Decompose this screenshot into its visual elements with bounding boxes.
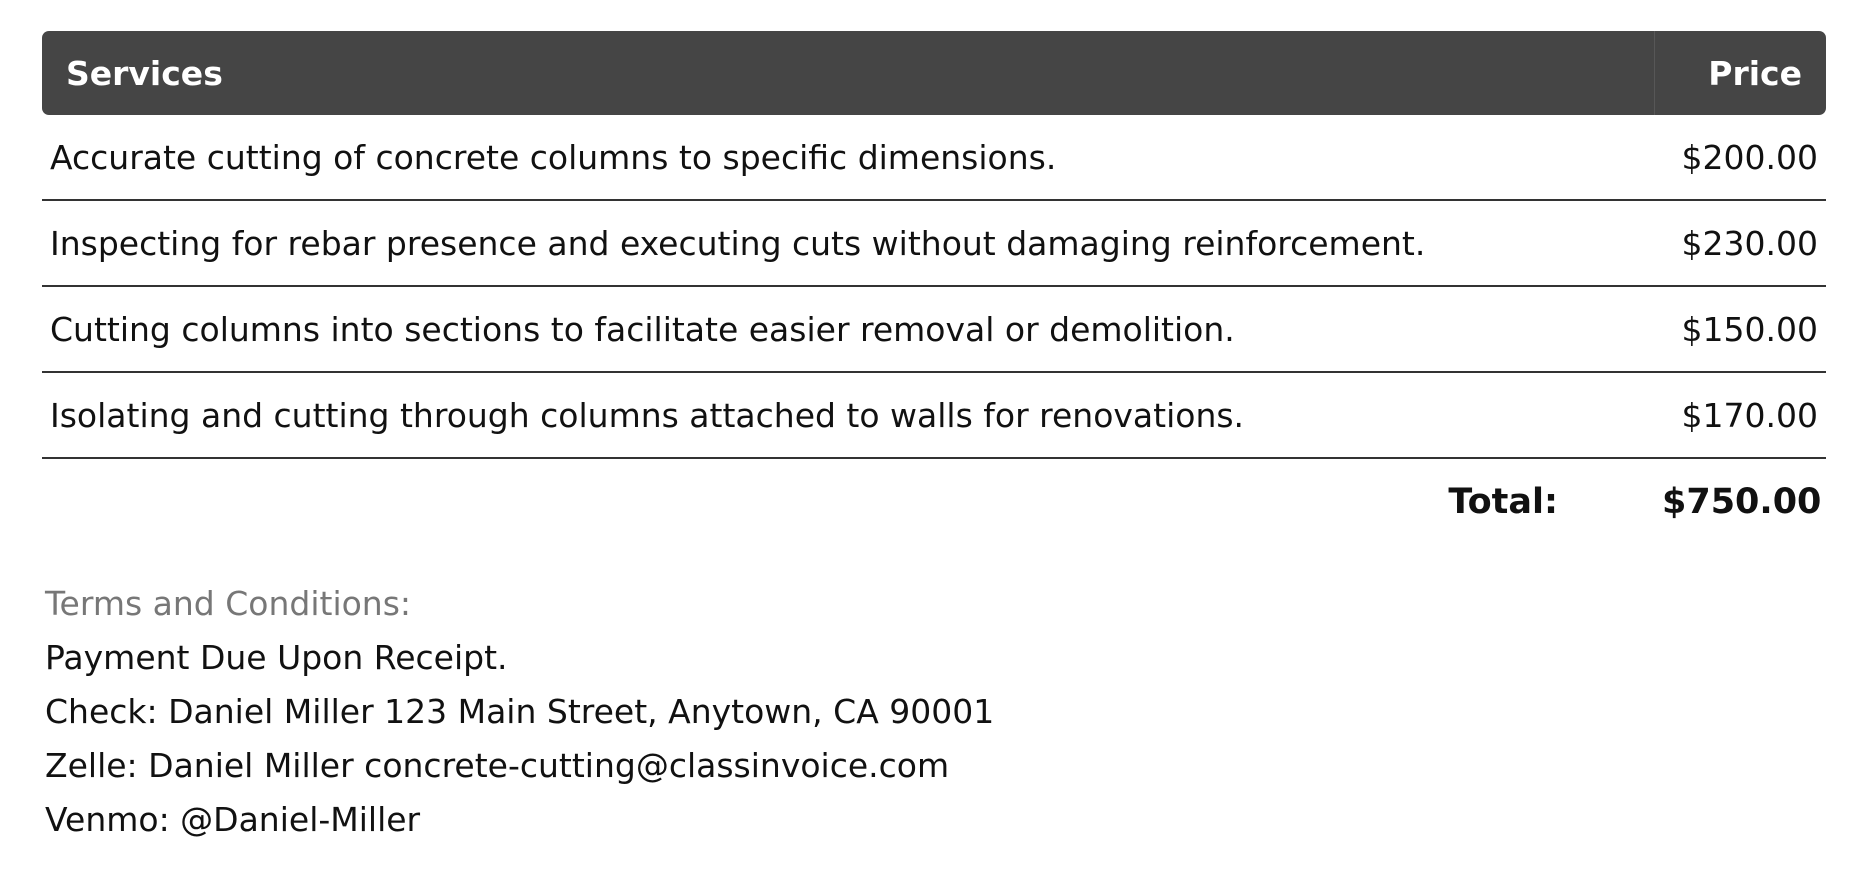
invoice-services-section [42, 31, 1826, 545]
total-value: $750.00 [1662, 482, 1822, 522]
terms-and-conditions [45, 577, 994, 847]
service-description: Inspecting for rebar presence and executing cuts without damaging reinforcement. [42, 201, 1654, 287]
total-label: Total: [1448, 482, 1558, 522]
terms-title: Terms and Conditions: [45, 584, 412, 623]
table-row [42, 287, 1826, 373]
service-description: Accurate cutting of concrete columns to specific dimensions. [42, 115, 1654, 201]
service-price: $230.00 [1654, 201, 1826, 287]
service-price: $150.00 [1654, 287, 1826, 373]
terms-zelle-info: Zelle: Daniel Miller concrete-cutting@classinvoice.com [45, 746, 950, 785]
service-description: Isolating and cutting through columns attached to walls for renovations. [42, 373, 1654, 459]
services-column-header: Services [42, 31, 1654, 115]
table-row [42, 373, 1826, 459]
terms-payment-due: Payment Due Upon Receipt. [45, 638, 508, 677]
total-row [42, 459, 1826, 545]
terms-venmo-info: Venmo: @Daniel-Miller [45, 800, 421, 839]
services-table [42, 31, 1826, 545]
price-column-header: Price [1654, 31, 1826, 115]
table-header-row [42, 31, 1826, 115]
service-price: $170.00 [1654, 373, 1826, 459]
service-description: Cutting columns into sections to facilitate easier removal or demolition. [42, 287, 1654, 373]
table-row [42, 201, 1826, 287]
service-price: $200.00 [1654, 115, 1826, 201]
terms-check-info: Check: Daniel Miller 123 Main Street, Anytown, CA 90001 [45, 692, 995, 731]
table-row [42, 115, 1826, 201]
